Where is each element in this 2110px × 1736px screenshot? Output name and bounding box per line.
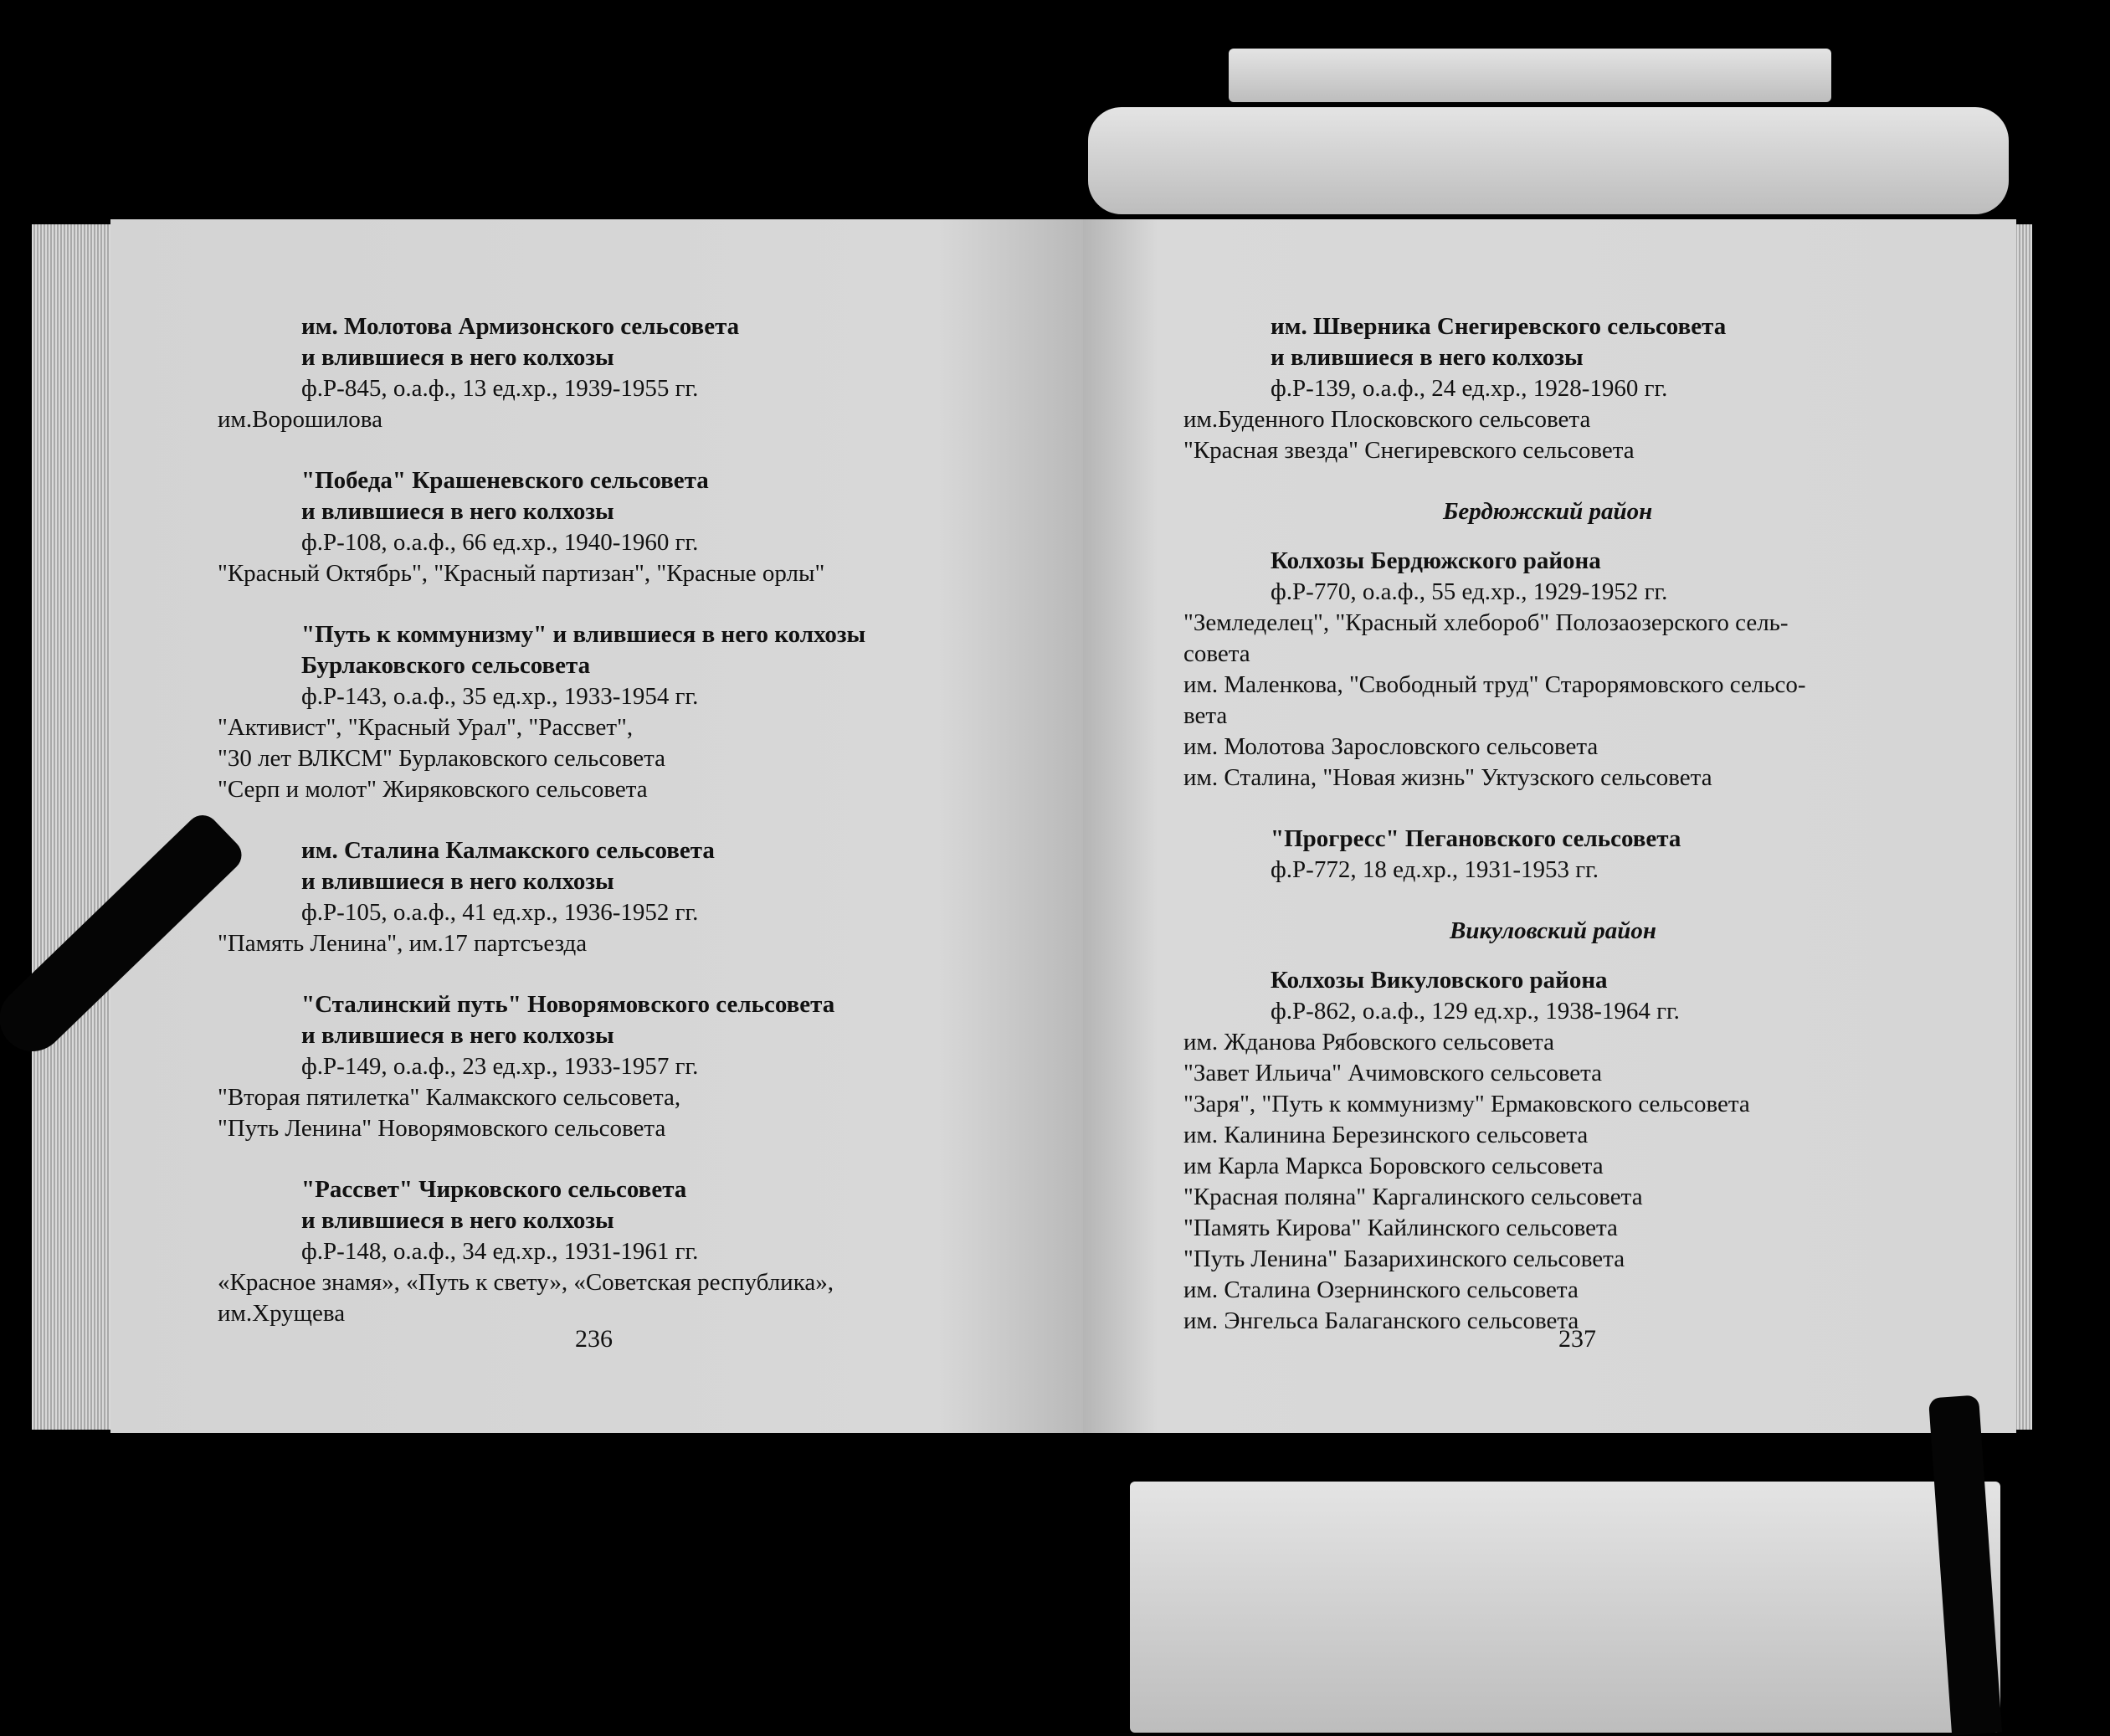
fund-info: ф.Р-862, о.а.ф., 129 ед.хр., 1938-1964 гг. — [1271, 998, 1680, 1025]
kolkhoz-item: "Активист", "Красный Урал", "Рассвет", — [218, 714, 634, 741]
entry-title: Бурлаковского сельсовета — [301, 652, 591, 679]
kolkhoz-item: "Красная поляна" Каргалинского сельсовета — [1183, 1184, 1643, 1210]
kolkhoz-item: совета — [1183, 640, 1250, 667]
fund-info: ф.Р-148, о.а.ф., 34 ед.хр., 1931-1961 гг. — [301, 1238, 699, 1265]
fund-info: ф.Р-143, о.а.ф., 35 ед.хр., 1933-1954 гг. — [301, 683, 699, 710]
entry-vikulovsky-kolkhozy — [1183, 965, 1953, 1337]
kolkhoz-item: вета — [1183, 702, 1228, 729]
fund-info: ф.Р-139, о.а.ф., 24 ед.хр., 1928-1960 гг. — [1271, 375, 1668, 402]
kolkhoz-item: им. Маленкова, "Свободный труд" Старорямовского сельсо- — [1183, 671, 1806, 698]
entry-title: Колхозы Бердюжского района — [1271, 547, 1601, 574]
entry-title: "Путь к коммунизму" и влившиеся в него колхозы — [301, 621, 866, 648]
entry-title: и влившиеся в него колхозы — [301, 344, 614, 371]
kolkhoz-item: им. Калинина Березинского сельсовета — [1183, 1122, 1589, 1148]
book-edge-left — [32, 224, 112, 1430]
entry-title: Колхозы Викуловского района — [1271, 967, 1608, 994]
right-page-body — [1183, 311, 1953, 1367]
entry-title: и влившиеся в него колхозы — [1271, 344, 1584, 371]
entry-pobeda — [218, 465, 996, 589]
entry-shvernik-snegirev — [1183, 311, 1953, 466]
kolkhoz-item: им.Хрущева — [218, 1300, 346, 1327]
entry-progress-peganov — [1183, 824, 1953, 886]
entry-title: им. Шверника Снегиревского сельсовета — [1271, 313, 1727, 340]
kolkhoz-item: "Красная звезда" Снегиревского сельсовета — [1183, 437, 1635, 464]
fund-info: ф.Р-772, 18 ед.хр., 1931-1953 гг. — [1271, 856, 1599, 883]
fund-info: ф.Р-845, о.а.ф., 13 ед.хр., 1939-1955 гг. — [301, 375, 699, 402]
page-number: 237 — [1558, 1325, 1596, 1353]
district-heading: Викуловский район — [1450, 917, 1657, 944]
foam-weight-roll — [1088, 107, 2009, 214]
entry-title: "Прогресс" Пегановского сельсовета — [1271, 825, 1681, 852]
kolkhoz-item: "Память Ленина", им.17 партсъезда — [218, 930, 588, 957]
entry-title: и влившиеся в него колхозы — [301, 498, 614, 525]
kolkhoz-item: "Завет Ильича" Ачимовского сельсовета — [1183, 1060, 1603, 1086]
page-number: 236 — [575, 1325, 613, 1353]
fund-info: ф.Р-770, о.а.ф., 55 ед.хр., 1929-1952 гг. — [1271, 578, 1668, 605]
kolkhoz-item: им. Сталина, "Новая жизнь" Уктузского сельсовета — [1183, 764, 1712, 791]
entry-rassvet — [218, 1174, 996, 1329]
kolkhoz-item: им. Энгельса Балаганского сельсовета — [1183, 1307, 1579, 1334]
right-page — [1083, 219, 2016, 1433]
kolkhoz-item: "Путь Ленина" Базарихинского сельсовета — [1183, 1246, 1625, 1272]
left-page-body — [218, 311, 996, 1359]
entry-put-k-kommunizmu — [218, 619, 996, 805]
kolkhoz-item: "Заря", "Путь к коммунизму" Ермаковского сельсовета — [1183, 1091, 1750, 1117]
foam-weight-bottom — [1130, 1482, 2000, 1733]
fund-info: ф.Р-105, о.а.ф., 41 ед.хр., 1936-1952 гг. — [301, 899, 699, 926]
entry-stalin-kalmak — [218, 835, 996, 959]
entry-title: им. Сталина Калмакского сельсовета — [301, 837, 715, 864]
entry-title: и влившиеся в него колхозы — [301, 868, 614, 895]
kolkhoz-item: им. Молотова Зарословского сельсовета — [1183, 733, 1599, 760]
entry-title: "Рассвет" Чирковского сельсовета — [301, 1176, 687, 1203]
kolkhoz-item: им. Жданова Рябовского сельсовета — [1183, 1029, 1554, 1055]
kolkhoz-item: им.Буденного Плосковского сельсовета — [1183, 406, 1591, 433]
kolkhoz-item: им.Ворошилова — [218, 406, 382, 433]
entry-berdyuzhsky-kolkhozy — [1183, 546, 1953, 794]
entry-title: "Победа" Крашеневского сельсовета — [301, 467, 709, 494]
entry-title: и влившиеся в него колхозы — [301, 1022, 614, 1049]
entry-title: "Сталинский путь" Новорямовского сельсовета — [301, 991, 835, 1018]
left-page — [110, 219, 1083, 1433]
kolkhoz-item: "Земледелец", "Красный хлебороб" Полозаозерского сель- — [1183, 609, 1789, 636]
kolkhoz-item: "Серп и молот" Жиряковского сельсовета — [218, 776, 648, 803]
entry-molotov-armizon — [218, 311, 996, 435]
foam-weight-top — [1229, 49, 1831, 102]
district-heading: Бердюжский район — [1443, 498, 1653, 525]
entry-stalinsky-put — [218, 989, 996, 1144]
kolkhoz-item: им. Сталина Озернинского сельсовета — [1183, 1276, 1579, 1303]
kolkhoz-item: "Красный Октябрь", "Красный партизан", "Красные орлы" — [218, 560, 825, 587]
kolkhoz-item: "Память Кирова" Кайлинского сельсовета — [1183, 1215, 1618, 1241]
kolkhoz-item: "30 лет ВЛКСМ" Бурлаковского сельсовета — [218, 745, 665, 772]
book-edge-right — [2014, 224, 2032, 1430]
fund-info: ф.Р-108, о.а.ф., 66 ед.хр., 1940-1960 гг. — [301, 529, 699, 556]
kolkhoz-item: "Вторая пятилетка" Калмакского сельсовета, — [218, 1084, 681, 1111]
kolkhoz-item: им Карла Маркса Боровского сельсовета — [1183, 1153, 1604, 1179]
fund-info: ф.Р-149, о.а.ф., 23 ед.хр., 1933-1957 гг. — [301, 1053, 699, 1080]
entry-title: и влившиеся в него колхозы — [301, 1207, 614, 1234]
entry-title: им. Молотова Армизонского сельсовета — [301, 313, 740, 340]
kolkhoz-item: «Красное знамя», «Путь к свету», «Советская республика», — [218, 1269, 834, 1296]
kolkhoz-item: "Путь Ленина" Новорямовского сельсовета — [218, 1115, 666, 1142]
